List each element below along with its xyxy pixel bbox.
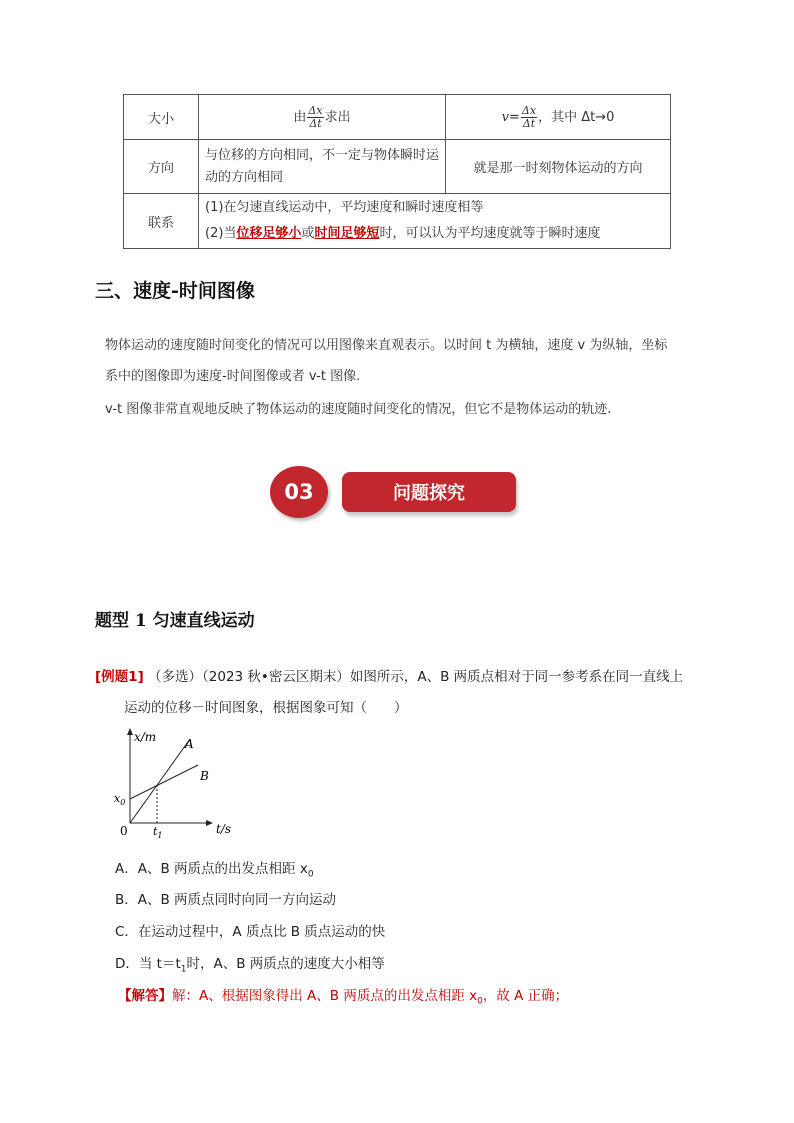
cell-text: (2)当: [205, 226, 237, 241]
cell-text: 由: [293, 109, 307, 125]
option-a[interactable]: [115, 857, 314, 880]
y-axis-label: x/m: [134, 730, 157, 744]
section-heading: 三、速度-时间图像: [95, 280, 255, 302]
example-line-1: [95, 665, 683, 685]
t1-sub: 1: [157, 831, 163, 840]
fraction: [521, 105, 537, 130]
paragraph-line: v-t 图像非常直观地反映了物体运动的速度随时间变化的情况，但它不是物体运动的轨迹.: [105, 402, 612, 417]
option-sub: 0: [307, 869, 314, 880]
origin-label: 0: [120, 824, 128, 838]
position-time-graph: [108, 725, 248, 840]
cell-text: 或: [301, 226, 315, 241]
fraction-num: Δx: [308, 103, 323, 117]
highlight-text: 时间足够短: [314, 226, 380, 241]
t1-label: [153, 825, 163, 840]
answer-tag: 【解答】: [118, 988, 172, 1004]
cell-var: v: [501, 109, 509, 125]
x-axis-label: t/s: [216, 822, 232, 836]
table-row: [124, 95, 671, 140]
example-text: （多选）（2023 秋•密云区期末）如图所示，A、B 两质点相对于同一参考系在同一直线上: [148, 669, 684, 685]
paragraph-line: 系中的图像即为速度-时间图像或者 v-t 图像.: [105, 369, 361, 384]
line-b: [130, 765, 198, 799]
option-text: 时，A、B 两质点的速度大小相等: [186, 956, 385, 972]
option-c[interactable]: C．在运动过程中，A 质点比 B 质点运动的快: [115, 924, 386, 940]
section-number-badge: 03: [270, 466, 328, 518]
y-axis-arrow: [127, 728, 133, 735]
row-label: 联系: [124, 194, 199, 249]
cell-average-direction: 与位移的方向相同，不一定与物体瞬时运动的方向相同: [199, 140, 446, 194]
line-a: [130, 739, 190, 823]
t1-main: t: [153, 825, 158, 838]
comparison-table: [123, 94, 671, 249]
x0-sub: 0: [120, 798, 126, 807]
line-b-label: B: [200, 769, 209, 783]
answer-line: [118, 984, 568, 1007]
option-text: A．A、B 两质点的出发点相距 x: [115, 861, 308, 877]
cell-instant-direction: 就是那一时刻物体运动的方向: [446, 140, 671, 194]
option-b[interactable]: B．A、B 两质点同时向同一方向运动: [115, 892, 337, 908]
section-banner-title: 问题探究: [342, 472, 516, 512]
line-a-label: A: [185, 737, 194, 751]
answer-sub: 0: [477, 996, 483, 1007]
option-d[interactable]: [115, 952, 385, 975]
paragraph-line: 物体运动的速度随时间变化的情况可以用图像来直观表示。以时间 t 为横轴，速度 v 为纵轴，坐标: [105, 338, 668, 353]
x-axis-arrow: [206, 820, 213, 826]
x0-main: x: [114, 792, 121, 805]
option-sub: 1: [180, 964, 187, 975]
cell-text: ，其中 Δt→0: [538, 109, 615, 125]
relation-line-1: (1)在匀速直线运动中，平均速度和瞬时速度相等: [205, 200, 484, 215]
fraction-num: Δx: [521, 103, 537, 117]
row-label: 大小: [124, 95, 199, 140]
fraction-den: Δt: [522, 116, 536, 130]
cell-text: =: [509, 109, 520, 125]
table-row: [124, 194, 671, 249]
cell-instant-size: [446, 95, 671, 140]
highlight-text: 位移足够小: [236, 226, 302, 241]
cell-text: 时，可以认为平均速度就等于瞬时速度: [379, 226, 601, 241]
table-row: [124, 140, 671, 194]
fraction: [307, 105, 323, 130]
example-line-2: 运动的位移－时间图象，根据图象可知（ ）: [124, 700, 408, 716]
cell-text: 求出: [324, 109, 351, 125]
example-tag: [例题1]: [95, 669, 144, 685]
option-text: D．当 t＝t: [115, 956, 181, 972]
fraction-den: Δt: [309, 116, 322, 130]
row-label: 方向: [124, 140, 199, 194]
x0-label: [114, 792, 125, 807]
cell-relation: [199, 194, 671, 249]
answer-text: 解：A、根据图象得出 A、B 两质点的出发点相距 x: [172, 988, 478, 1004]
answer-text: ，故 A 正确；: [482, 988, 569, 1004]
question-type-heading: 题型 1 匀速直线运动: [95, 611, 255, 631]
relation-line-2: [205, 221, 664, 247]
cell-average-size: [199, 95, 446, 140]
